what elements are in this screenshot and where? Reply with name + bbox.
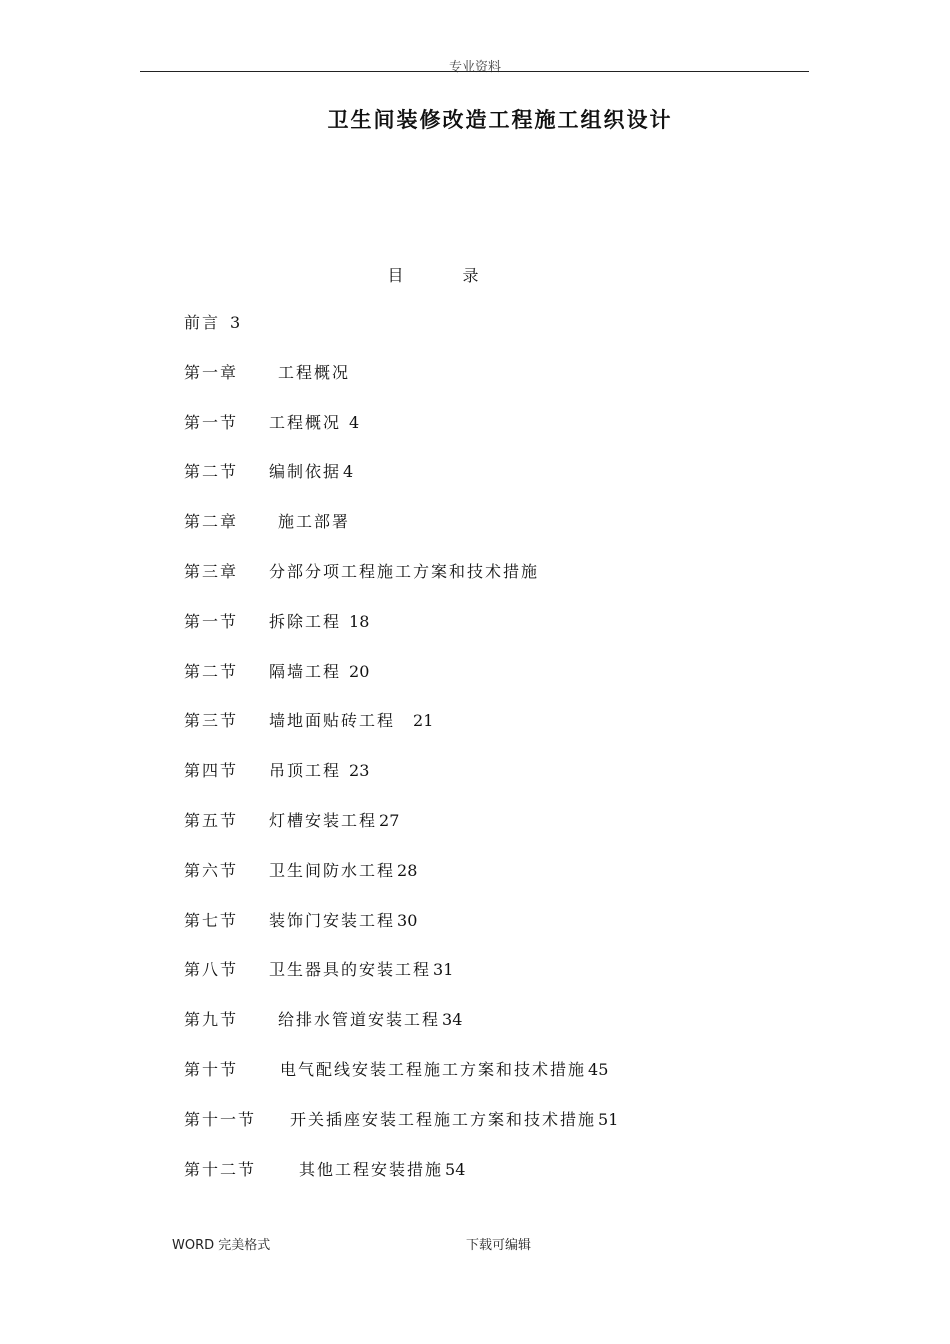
- toc-entry-label: 第三章: [184, 561, 239, 581]
- toc-entry-page: 30: [397, 910, 418, 930]
- toc-entry[interactable]: [184, 1059, 618, 1109]
- toc-entry-label: 第一节: [184, 611, 239, 631]
- toc-entry-label: 第十一节: [184, 1109, 257, 1129]
- toc-entry-page: 23: [349, 761, 370, 781]
- toc-entry[interactable]: [184, 312, 618, 362]
- footer-left-text: WORD 完美格式: [172, 1238, 271, 1253]
- toc-entry-page: 54: [445, 1159, 466, 1179]
- toc-entry-text: 拆除工程: [269, 611, 342, 631]
- toc-entry[interactable]: [184, 412, 618, 462]
- toc-entry-label: 第十节: [184, 1059, 239, 1079]
- toc-entry-text: 其他工程安装措施: [299, 1159, 444, 1179]
- toc-entry[interactable]: [184, 561, 618, 611]
- toc-entry-page: 4: [349, 412, 360, 432]
- toc-entry-page: 27: [379, 810, 400, 830]
- toc-entry-page: 45: [588, 1059, 609, 1079]
- page-header: 专业资料: [448, 60, 501, 75]
- toc-entry-label: 第七节: [184, 910, 239, 930]
- toc-entry-text: 隔墙工程: [269, 661, 342, 681]
- toc-entry[interactable]: [184, 1159, 618, 1209]
- footer-right-text: 下载可编辑: [466, 1238, 532, 1253]
- toc-entry-text: 卫生间防水工程: [269, 860, 396, 880]
- toc-entry-text: 给排水管道安装工程: [278, 1010, 441, 1030]
- toc-entry-text: 电气配线安装工程施工方案和技术措施: [280, 1059, 587, 1079]
- toc-entry-label: 第四节: [184, 761, 239, 781]
- toc-entry-label: 第五节: [184, 810, 239, 830]
- toc-entry[interactable]: [184, 810, 618, 860]
- toc-entry-page: 31: [433, 960, 454, 980]
- toc-entry-page: 3: [230, 313, 241, 332]
- toc-entry-text: 吊顶工程: [269, 761, 342, 781]
- toc-entry[interactable]: [184, 461, 618, 511]
- toc-entry[interactable]: [184, 1009, 618, 1059]
- toc-entry[interactable]: [184, 760, 618, 810]
- toc-entry-page: 51: [598, 1109, 619, 1129]
- toc-entry-page: 20: [349, 661, 370, 681]
- toc-entry-page: 34: [442, 1010, 463, 1030]
- toc-entry-text: 开关插座安装工程施工方案和技术措施: [290, 1109, 597, 1129]
- toc-entry-label: 前言: [184, 313, 221, 332]
- toc-heading: 目 录: [387, 266, 497, 285]
- toc-entry-label: 第六节: [184, 860, 239, 880]
- toc-entry-label: 第二节: [184, 661, 239, 681]
- toc-entry-label: 第三节: [184, 711, 239, 731]
- toc-entry[interactable]: [184, 362, 618, 412]
- toc-entry-text: 装饰门安装工程: [269, 910, 396, 930]
- toc-entry-label: 第一节: [184, 412, 239, 432]
- toc-entry-text: 分部分项工程施工方案和技术措施: [269, 561, 540, 581]
- toc-entry[interactable]: [184, 710, 618, 760]
- toc-entry[interactable]: [184, 910, 618, 960]
- toc-entry-text: 工程概况: [278, 362, 351, 382]
- document-title: 卫生间装修改造工程施工组织设计: [327, 108, 673, 132]
- toc-entry[interactable]: [184, 611, 618, 661]
- toc-entry-label: 第二节: [184, 462, 239, 482]
- toc-entry[interactable]: [184, 959, 618, 1009]
- toc-entry-label: 第十二节: [184, 1159, 257, 1179]
- toc-entry-label: 第八节: [184, 960, 239, 980]
- toc-entry-text: 编制依据: [269, 462, 342, 482]
- toc-entry[interactable]: [184, 661, 618, 711]
- toc-entry-label: 第一章: [184, 362, 239, 382]
- toc-entry-text: 墙地面贴砖工程: [269, 711, 396, 731]
- toc-entry[interactable]: [184, 1109, 618, 1159]
- toc-entry[interactable]: [184, 860, 618, 910]
- toc-entry-text: 灯槽安装工程: [269, 810, 378, 830]
- toc-entry-text: 卫生器具的安装工程: [269, 960, 432, 980]
- toc-entry-page: 28: [397, 860, 418, 880]
- header-rule: [140, 71, 809, 72]
- toc-entry-page: 18: [349, 611, 370, 631]
- toc-entry-label: 第二章: [184, 512, 239, 532]
- toc-entry[interactable]: [184, 511, 618, 561]
- toc-entry-page: 4: [343, 462, 354, 482]
- toc-entry-text: 工程概况: [269, 412, 342, 432]
- toc-entry-label: 第九节: [184, 1010, 239, 1030]
- toc-entry-page: 21: [413, 711, 434, 731]
- table-of-contents: [184, 312, 618, 1208]
- toc-entry-text: 施工部署: [278, 512, 351, 532]
